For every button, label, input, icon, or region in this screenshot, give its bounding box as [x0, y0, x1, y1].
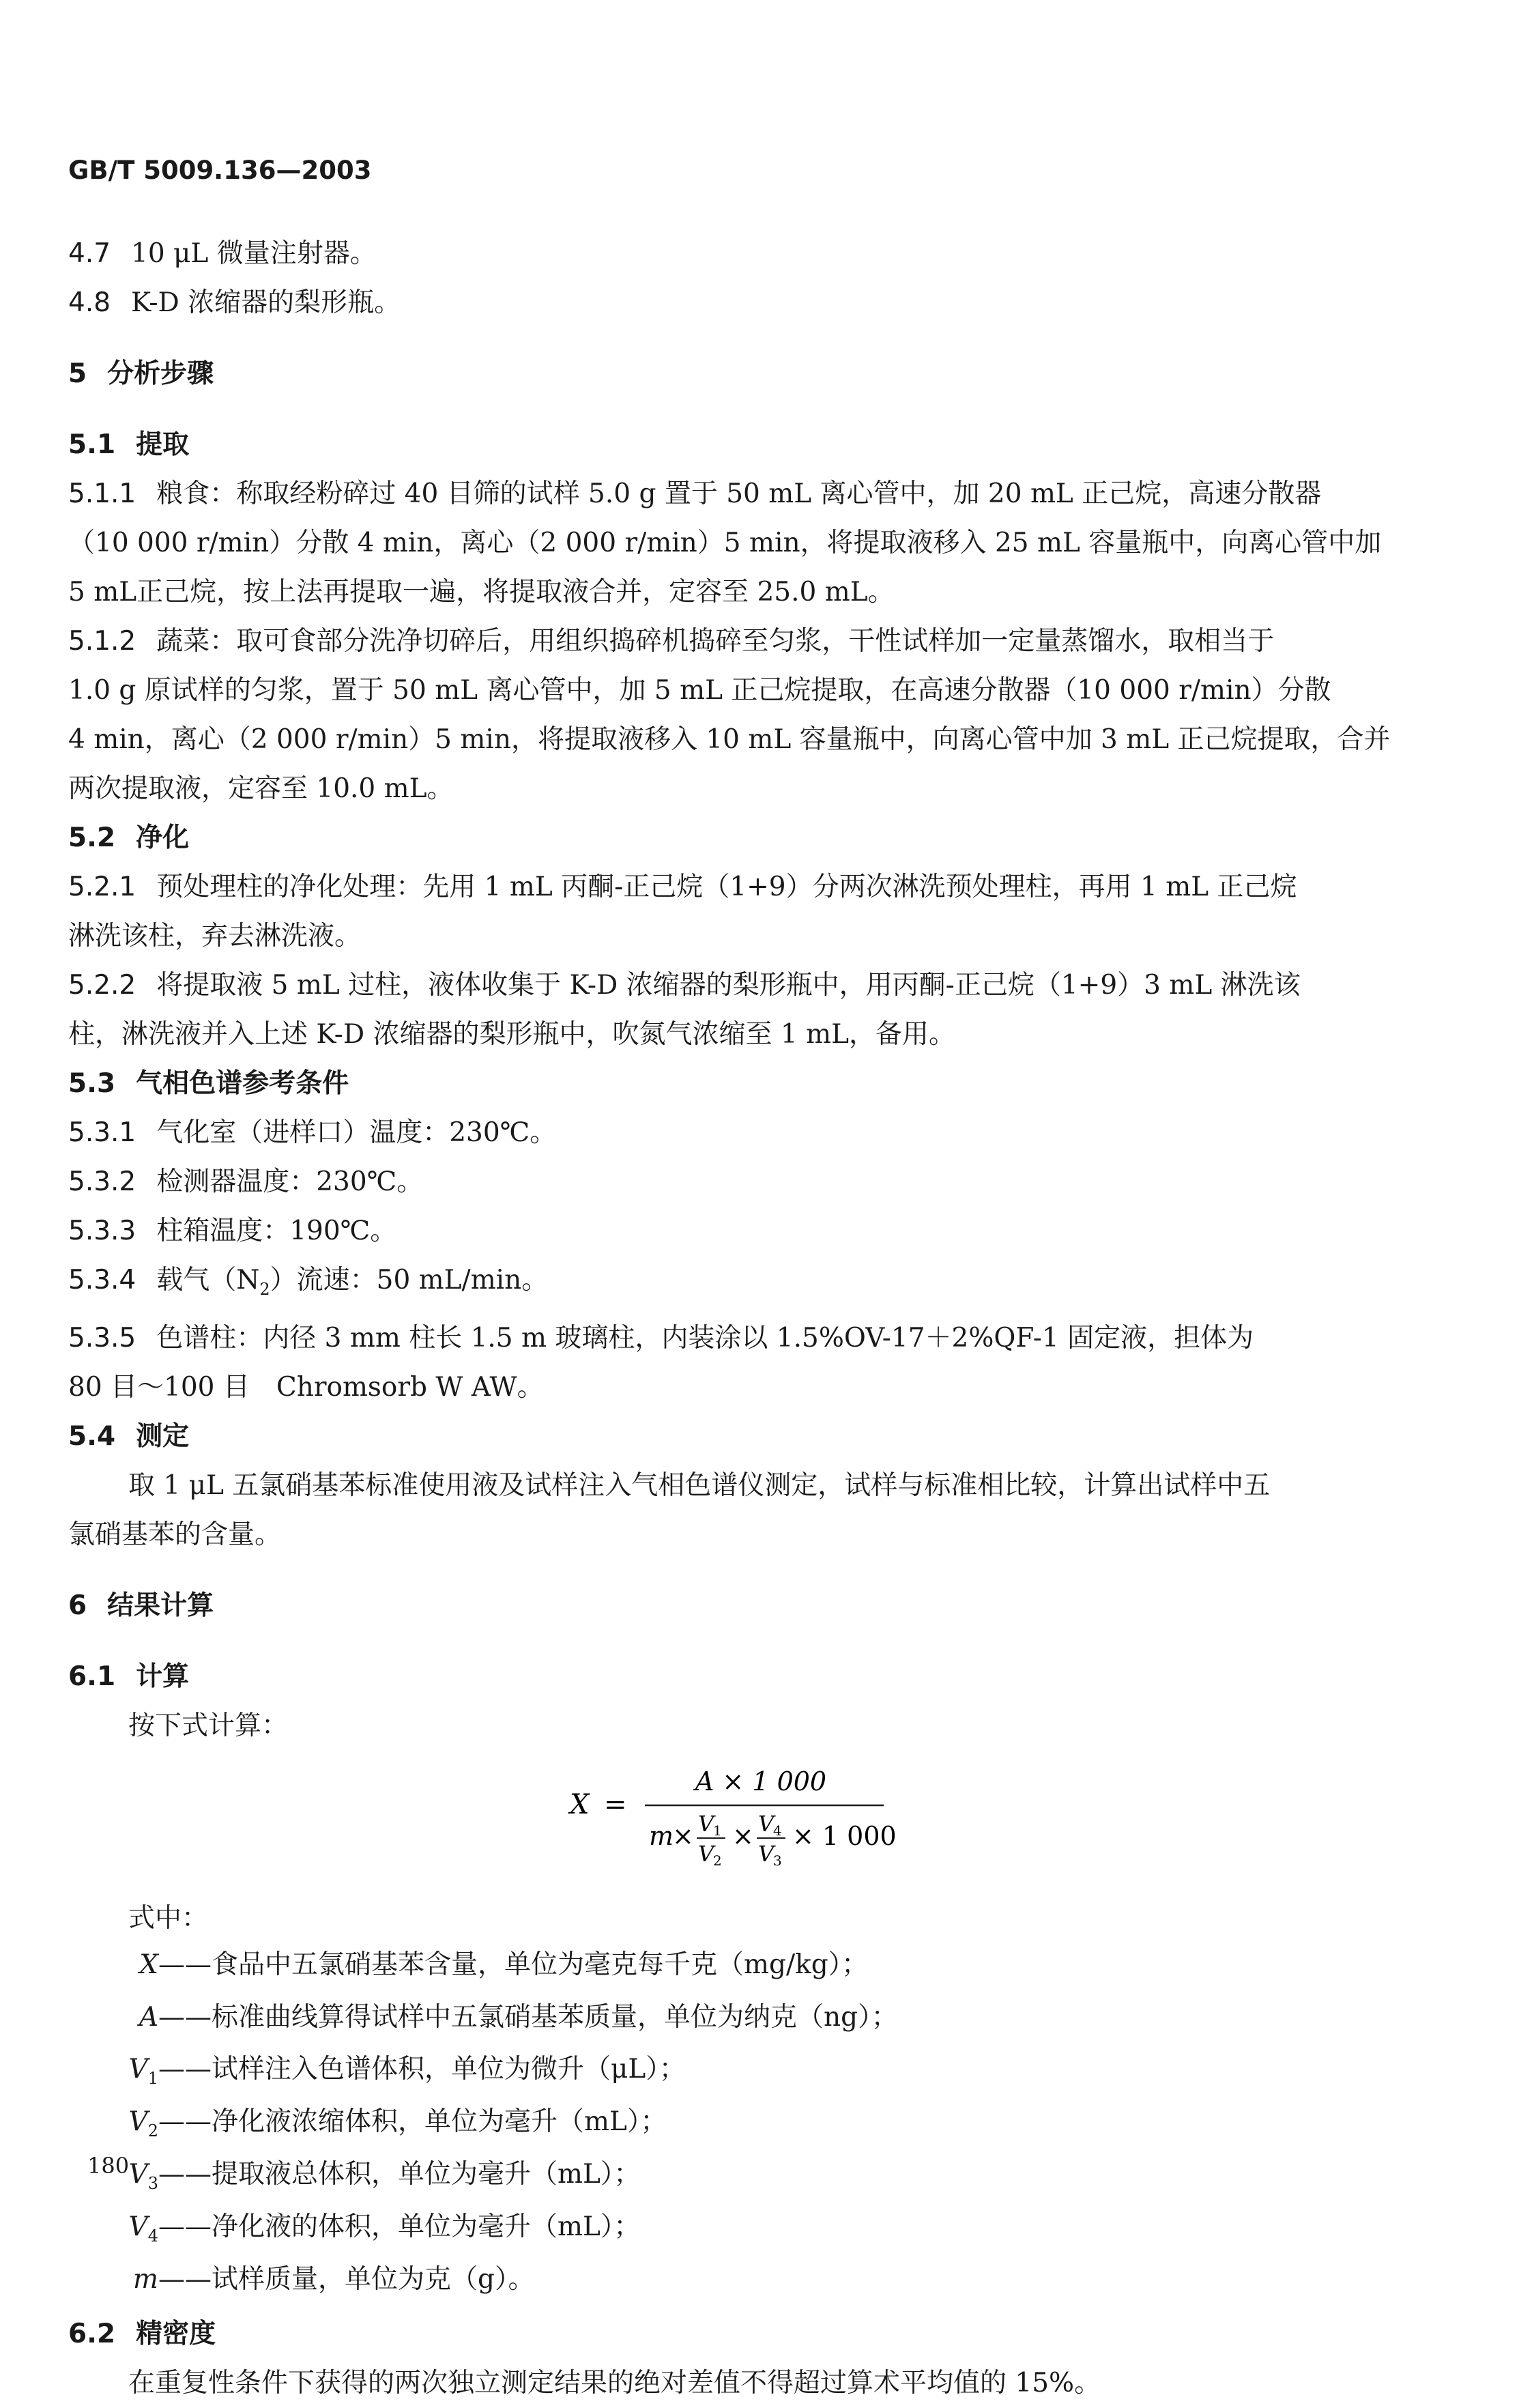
paragraph-line: 载气（N — [156, 1265, 260, 1295]
clause-number: 5.3.4 — [68, 1265, 136, 1295]
def-text: ——净化液浓缩体积，单位为毫升（mL）； — [158, 2106, 667, 2138]
clause-number: 5.2.1 — [68, 872, 136, 902]
clause-number: 5.1.2 — [68, 626, 136, 657]
formula-equals: = — [604, 1788, 627, 1820]
definition-item — [68, 2258, 1426, 2310]
def-text: ——标准曲线算得试样中五氯硝基苯质量，单位为纳克（ng）； — [158, 2001, 898, 2033]
item-text: K-D 浓缩器的梨形瓶。 — [131, 287, 401, 318]
def-symbol: $V_2$ — [128, 2106, 158, 2140]
paragraph-5-1-2 — [68, 617, 1426, 814]
paragraph-line: 检测器温度：230℃。 — [156, 1166, 424, 1197]
section-title: 测定 — [136, 1420, 190, 1452]
clause-number: 5.3.5 — [68, 1322, 136, 1353]
def-text: ——试样质量，单位为克（g）。 — [158, 2263, 535, 2295]
item-number: 4.8 — [68, 287, 111, 318]
section-6-2-heading — [68, 2310, 1426, 2359]
section-6-1-heading — [68, 1652, 1426, 1702]
formula-times: × — [672, 1820, 694, 1851]
paragraph-5-3-3 — [68, 1207, 1426, 1256]
formula-m: m — [649, 1820, 674, 1851]
definition-item — [68, 1943, 1426, 1996]
def-symbol: X — [139, 1949, 158, 1980]
paragraph-line: 将提取液 5 mL 过柱，液体收集于 K-D 浓缩器的梨形瓶中，用丙酮-正己烷（1+9）3 mL 淋洗该 — [156, 970, 1301, 1001]
paragraph-line: 柱箱温度：190℃。 — [156, 1216, 397, 1246]
formula-times-2: × — [732, 1820, 754, 1851]
formula-v2-sub: 2 — [713, 1852, 722, 1869]
section-title: 提取 — [136, 429, 190, 460]
formula-intro: 按下式计算： — [128, 1710, 289, 1741]
formula-tail: × 1 000 — [792, 1820, 897, 1851]
document-body — [68, 229, 1426, 2408]
paragraph-5-1-1 — [68, 470, 1426, 617]
section-6-heading — [68, 1581, 1426, 1631]
paragraph-line: 蔬菜：取可食部分洗净切碎后，用组织捣碎机捣碎至匀浆，干性试样加一定量蒸馏水，取相当于 — [156, 626, 1275, 657]
def-text: ——净化液的体积，单位为毫升（mL）； — [158, 2211, 641, 2242]
def-symbol: $V_3$ — [128, 2158, 158, 2193]
section-title: 净化 — [136, 822, 190, 853]
paragraph-line: ）流速：50 mL/min。 — [270, 1265, 549, 1295]
paragraph-line: 1.0 g 原试样的匀浆，置于 50 mL 离心管中，加 5 mL 正己烷提取，在高速分散器（10 000 r/min）分散 — [68, 675, 1331, 706]
section-5-2-heading — [68, 814, 1426, 863]
paragraph-line: 80 目～100 目 Chromsorb W AW。 — [68, 1371, 544, 1403]
def-text: ——提取液总体积，单位为毫升（mL）； — [158, 2158, 641, 2190]
section-title: 结果计算 — [107, 1590, 214, 1621]
paragraph-5-4 — [68, 1461, 1426, 1560]
where-label: 式中： — [128, 1902, 209, 1934]
paragraph-line: 取 1 μL 五氯硝基苯标准使用液及试样注入气相色谱仪测定，试样与标准相比较，计算出试样中五 — [128, 1470, 1271, 1501]
formula-v3: V — [758, 1840, 775, 1867]
definition-item — [68, 2048, 1426, 2100]
paragraph-5-2-1 — [68, 863, 1426, 961]
formula-numerator: A × 1 000 — [695, 1766, 827, 1796]
def-symbol: $V_4$ — [128, 2211, 158, 2246]
paragraph-line: 5 mL正己烷，按上法再提取一遍，将提取液合并，定容至 25.0 mL。 — [68, 577, 895, 607]
definition-item — [68, 2153, 1426, 2205]
definition-item — [68, 2205, 1426, 2258]
paragraph-line: 粮食：称取经粉碎过 40 目筛的试样 5.0 g 置于 50 mL 离心管中，加 20 mL 正己烷，高速分散器 — [156, 478, 1322, 509]
definition-item — [68, 2100, 1426, 2153]
formula-lhs: X — [570, 1788, 590, 1820]
section-number: 5.3 — [68, 1068, 116, 1099]
paragraph-line: （10 000 r/min）分散 4 min，离心（2 000 r/min）5 min，将提取液移入 25 mL 容量瓶中，向离心管中加 — [68, 528, 1382, 558]
def-symbol: $V_1$ — [128, 2054, 158, 2089]
clause-number: 5.1.1 — [68, 478, 136, 509]
paragraph-line: 预处理柱的净化处理：先用 1 mL 丙酮-正己烷（1+9）分两次淋洗预处理柱，再用 1 mL 正己烷 — [156, 872, 1297, 902]
section-title: 计算 — [136, 1661, 190, 1692]
paragraph-5-3-4 — [68, 1256, 1426, 1314]
section-5-4-heading — [68, 1412, 1426, 1461]
formula-v4: V — [758, 1810, 775, 1837]
formula-v2: V — [698, 1840, 714, 1867]
formula-v4-sub: 4 — [773, 1822, 782, 1839]
section-number: 5.1 — [68, 429, 116, 460]
item-number: 4.7 — [68, 238, 111, 269]
paragraph-line: 淋洗该柱，弃去淋洗液。 — [68, 921, 362, 951]
standard-header: GB/T 5009.136—2003 — [68, 156, 372, 185]
section-title: 分析步骤 — [107, 358, 214, 389]
section-5-heading — [68, 349, 1426, 399]
formula-v3-sub: 3 — [773, 1852, 782, 1869]
subscript: 2 — [259, 1279, 270, 1299]
item-text: 10 μL 微量注射器。 — [131, 238, 377, 269]
definition-item — [68, 1996, 1426, 2048]
formula-v1: V — [698, 1810, 714, 1837]
paragraph-6-2: 在重复性条件下获得的两次独立测定结果的绝对差值不得超过算术平均值的 15%。 — [128, 2368, 1101, 2399]
section-5-1-heading — [68, 420, 1426, 470]
paragraph-line: 气化室（进样口）温度：230℃。 — [156, 1117, 557, 1148]
item-4-8 — [68, 278, 1426, 328]
paragraph-5-3-2 — [68, 1158, 1426, 1207]
def-symbol: A — [139, 2001, 158, 2033]
section-number: 5 — [68, 358, 87, 389]
section-title: 气相色谱参考条件 — [136, 1068, 349, 1099]
clause-number: 5.3.3 — [68, 1216, 136, 1246]
paragraph-5-2-2 — [68, 961, 1426, 1059]
formula — [563, 1751, 986, 1880]
section-number: 6.1 — [68, 1661, 116, 1692]
paragraph-line: 氯硝基苯的含量。 — [68, 1519, 282, 1550]
def-text: ——试样注入色谱体积，单位为微升（μL）； — [158, 2054, 686, 2085]
def-symbol: m — [133, 2263, 158, 2295]
definitions-list — [68, 1943, 1426, 2310]
section-title: 精密度 — [136, 2319, 216, 2350]
paragraph-5-3-5 — [68, 1314, 1426, 1412]
clause-number: 5.2.2 — [68, 970, 136, 1001]
clause-number: 5.3.2 — [68, 1166, 136, 1197]
section-number: 6.2 — [68, 2319, 116, 2350]
paragraph-line: 柱，淋洗液并入上述 K-D 浓缩器的梨形瓶中，吹氮气浓缩至 1 mL，备用。 — [68, 1019, 956, 1050]
page-number: 180 — [87, 2153, 130, 2179]
item-4-7 — [68, 229, 1426, 278]
paragraph-line: 4 min，离心（2 000 r/min）5 min，将提取液移入 10 mL 容量瓶中，向离心管中加 3 mL 正己烷提取，合并 — [68, 724, 1391, 755]
paragraph-line: 色谱柱：内径 3 mm 柱长 1.5 m 玻璃柱，内装涂以 1.5%OV-17＋2%QF-1 固定液，担体为 — [156, 1322, 1254, 1353]
formula-block — [68, 1751, 1426, 1894]
section-number: 6 — [68, 1590, 87, 1621]
formula-v1-sub: 1 — [713, 1822, 722, 1839]
def-text: ——食品中五氯硝基苯含量，单位为毫克每千克（mg/kg）； — [158, 1949, 869, 1980]
section-number: 5.2 — [68, 822, 116, 853]
paragraph-line: 两次提取液，定容至 10.0 mL。 — [68, 773, 454, 804]
clause-number: 5.3.1 — [68, 1117, 136, 1148]
section-number: 5.4 — [68, 1420, 116, 1452]
paragraph-5-3-1 — [68, 1108, 1426, 1158]
section-5-3-heading — [68, 1059, 1426, 1108]
